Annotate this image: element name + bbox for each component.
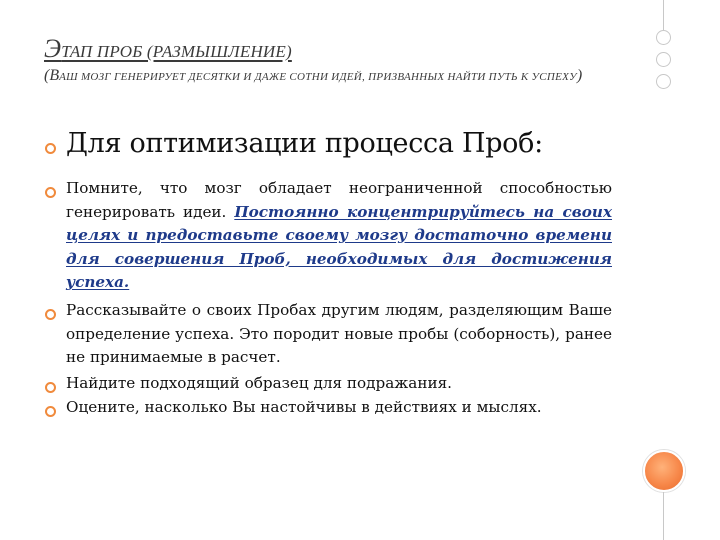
slide-title <box>44 34 292 64</box>
item-text: Оцените, насколько Вы настойчивы в действиях и мыслях. <box>66 398 542 416</box>
timeline-dot-icon <box>656 52 671 67</box>
subtitle-body: АШ МОЗГ ГЕНЕРИРУЕТ ДЕСЯТКИ И ДАЖЕ СОТНИ ИДЕЙ, ПРИЗВАННЫХ НАЙТИ ПУТЬ К УСПЕХУ <box>59 71 577 83</box>
list-item <box>66 396 612 420</box>
timeline-dot-icon <box>656 74 671 89</box>
subtitle-close: ) <box>576 67 583 84</box>
list-item <box>66 372 612 396</box>
bullet-icon <box>45 382 56 393</box>
bullet-icon <box>45 309 56 320</box>
item-text: Найдите подходящий образец для подражания. <box>66 374 452 392</box>
timeline-dot-icon <box>656 30 671 45</box>
slide-subtitle <box>44 64 604 89</box>
subtitle-open: (В <box>44 67 60 84</box>
title-first-letter: Э <box>44 34 62 63</box>
title-rest: ТАП ПРОБ (РАЗМЫШЛЕНИЕ) <box>61 42 292 61</box>
orange-circle-icon <box>643 450 685 492</box>
list-item <box>66 299 612 370</box>
item-text: Рассказывайте о своих Пробах другим людям, разделяющим Ваше определение успеха. Это породит новые пробы (соборность), ранее не принимаемые в расчет. <box>66 301 612 366</box>
bullet-icon <box>45 406 56 417</box>
item-text: Помните, что мозг обладает неограниченной способностью генерировать идеи. <box>66 179 612 221</box>
section-heading: Для оптимизации процесса Проб: <box>66 128 543 159</box>
timeline-line-bottom <box>663 492 664 540</box>
list-item <box>66 177 612 295</box>
item-highlight: Постоянно концентрируйтесь на своих целях и предоставьте своему мозгу достаточно времени для совершения Проб, необходимых для достижения успеха. <box>66 202 613 291</box>
bullet-icon <box>45 143 56 154</box>
timeline-line-top <box>663 0 664 30</box>
bullet-icon <box>45 187 56 198</box>
